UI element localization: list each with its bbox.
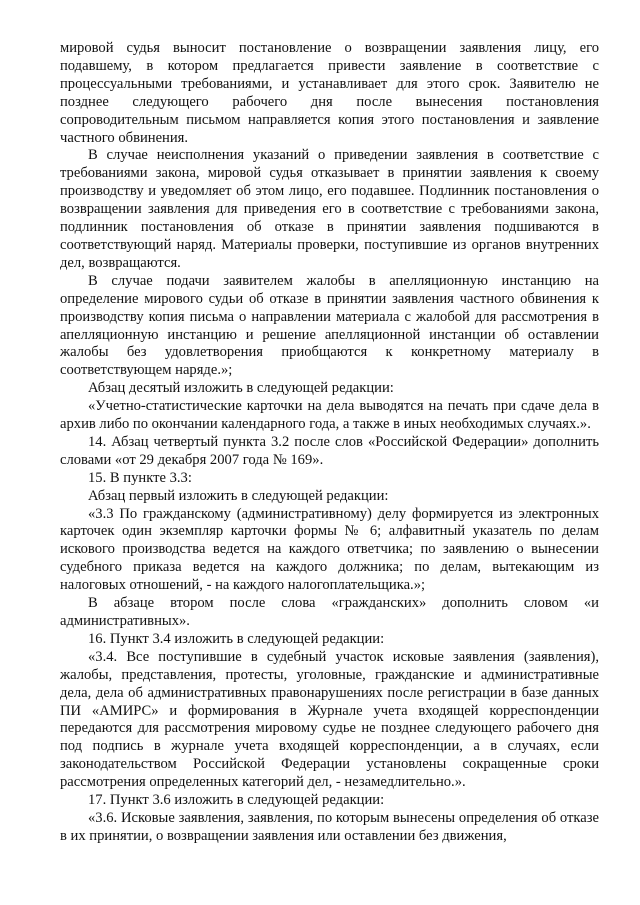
paragraph-clause-3-3: «3.3 По гражданскому (административному) делу формируется из электронных карточек один экземпляр карточки формы № 6; алфавитный указатель по делам искового производства ведется на каждого ответчика; по заявлению о вынесении судебного приказа ведется на каждого должника; по делам, вытекающим из налоговых отношений, - на каждого налогоплательщика.»;	[60, 505, 599, 594]
paragraph-statistical-cards: «Учетно-статистические карточки на дела выводятся на печать при сдаче дела в архив либо по окончании календарного года, а также в иных необходимых случаях.».	[60, 398, 599, 433]
paragraph-clause-3-4: «3.4. Все поступившие в судебный участок исковые заявления (заявления), жалобы, представления, протесты, уголовные, гражданские и административные дела, дела об административных правонарушениях после регистрации в базе данных ПИ «АМИРС» и формирования в Журнале учета входящей корреспонденции передаются для рассмотрения мировому судье не позднее следующего рабочего дня под подпись в журнале учета входящей корреспонденции, а в случаях, если законодательством Российской Федерации установлены сокращенные сроки рассмотрения определенных категорий дел, - незамедлительно.».	[60, 648, 599, 791]
paragraph-refusal: В случае неисполнения указаний о приведении заявления в соответствие с требованиями закона, мировой судья отказывает в принятии заявления к своему производству и уведомляет об этом лицо, его подавшее. Подлинник постановления о возвращении заявления для приведения его в соответствие с требованиями закона, подлинник постановления об отказе в принятии заявления подшиваются в соответствующий наряд. Материалы проверки, поступившие из органов внутренних дел, возвращаются.	[60, 147, 599, 271]
paragraph-first-abzac-header: Абзац первый изложить в следующей редакции:	[88, 487, 389, 504]
paragraph-item-17: 17. Пункт 3.6 изложить в следующей редакции:	[88, 792, 385, 809]
paragraph-item-15: 15. В пункте 3.3:	[88, 469, 192, 486]
paragraph-item-16: 16. Пункт 3.4 изложить в следующей редакции:	[88, 630, 385, 647]
paragraph-clause-3-6: «3.6. Исковые заявления, заявления, по которым вынесены определения об отказе в их принятии, о возвращении заявления или оставлении без движения,	[60, 809, 599, 844]
paragraph-returned-statement: мировой судья выносит постановление о возвращении заявления лицу, его подавшему, в котором предлагается привести заявление в соответствие с процессуальными требованиями, и устанавливает для этого срок. Заявителю не позднее следующего рабочего дня после вынесения постановления сопроводительным письмом направляется копия этого постановления и заявление частного обвинения.	[60, 40, 599, 146]
paragraph-item-14: 14. Абзац четвертый пункта 3.2 после слов «Российской Федерации» дополнить словами «от 29 декабря 2007 года № 169».	[60, 433, 599, 468]
paragraph-second-abzac: В абзаце втором после слова «гражданских» дополнить словом «и административных».	[60, 595, 599, 629]
paragraph-tenth-abzac-header: Абзац десятый изложить в следующей редакции:	[88, 380, 394, 397]
document-page	[60, 40, 599, 846]
paragraph-appeal: В случае подачи заявителем жалобы в апелляционную инстанцию на определение мирового судьи об отказе в принятии заявления частного обвинения к производству копия письма о направлении материала с жалобой для рассмотрения в апелляционную инстанцию и решение апелляционной инстанции об оставлении жалобы без удовлетворения приобщаются к конкретному материалу в соответствующем наряде.»;	[60, 272, 599, 379]
